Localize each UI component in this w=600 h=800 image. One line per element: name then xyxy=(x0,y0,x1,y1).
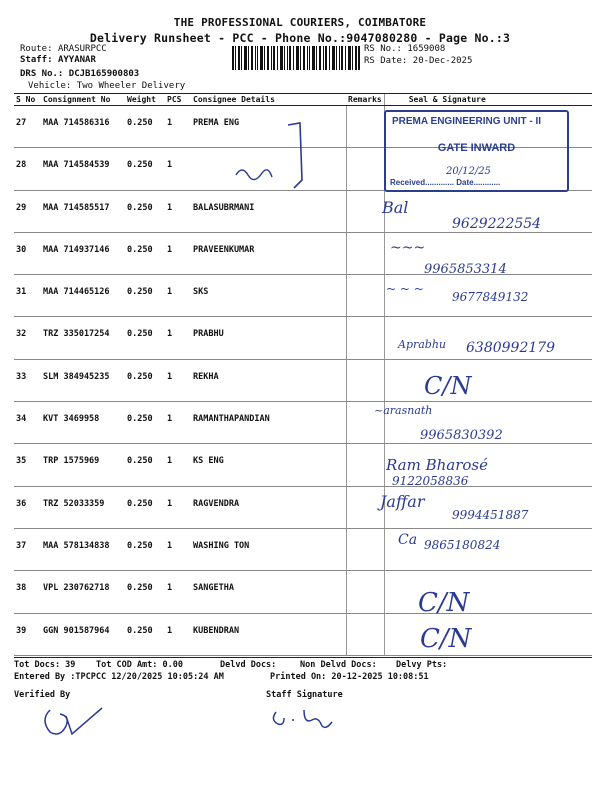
rs-date-line xyxy=(364,56,472,66)
row-consignee: REKHA xyxy=(191,359,346,401)
row-weight: 0.250 xyxy=(125,613,165,655)
col-consignee: Consignee Details xyxy=(191,94,346,106)
row-signature-cell xyxy=(384,613,592,655)
row-sno: 39 xyxy=(14,613,41,655)
col-remarks: Remarks xyxy=(346,94,384,106)
drs-value: DCJB165900803 xyxy=(68,69,140,79)
row-consignee: SKS xyxy=(191,275,346,317)
row-remarks xyxy=(346,148,384,190)
route-label: Route: xyxy=(20,44,53,54)
rs-no-label: RS No.: xyxy=(364,44,402,54)
row-sno: 31 xyxy=(14,275,41,317)
row-remarks xyxy=(346,528,384,570)
row-remarks xyxy=(346,106,384,148)
row-remarks xyxy=(346,571,384,613)
row-weight: 0.250 xyxy=(125,317,165,359)
runsheet-subtitle: Delivery Runsheet - PCC - Phone No.:9047080280 - Page No.:3 xyxy=(89,31,511,45)
staff-line xyxy=(20,55,96,65)
table-row xyxy=(14,528,592,570)
row-sno: 34 xyxy=(14,402,41,444)
row-signature-cell xyxy=(384,359,592,401)
barcode xyxy=(232,46,360,70)
row-consignee: PRABHU xyxy=(191,317,346,359)
row31-signature: ~ ~ ~ xyxy=(386,282,424,296)
row-pcs: 1 xyxy=(165,317,191,359)
vehicle-line xyxy=(28,81,185,91)
row-remarks xyxy=(346,232,384,274)
row-consignment-no: TRP 1575969 xyxy=(41,444,125,486)
row-sno: 38 xyxy=(14,571,41,613)
row-consignee: SANGETHA xyxy=(191,571,346,613)
row-weight: 0.250 xyxy=(125,148,165,190)
staff-signature-mark xyxy=(268,702,358,732)
footer-divider xyxy=(14,657,592,658)
row29-phone: 9629222554 xyxy=(452,216,542,232)
row-weight: 0.250 xyxy=(125,528,165,570)
route-line xyxy=(20,44,107,54)
row36-phone: 9994451887 xyxy=(452,508,529,522)
row35-name: Ram Bharosé xyxy=(386,456,488,474)
row-pcs: 1 xyxy=(165,486,191,528)
rs-date-label: RS Date: xyxy=(364,56,408,66)
vehicle-label: Vehicle: xyxy=(28,81,72,91)
row-pcs: 1 xyxy=(165,571,191,613)
row-weight: 0.250 xyxy=(125,190,165,232)
row39-cn: C/N xyxy=(420,624,472,654)
stamp-received: Received............. Date............ xyxy=(390,178,501,187)
table-header-row xyxy=(14,94,592,106)
table-row xyxy=(14,613,592,655)
row-remarks xyxy=(346,190,384,232)
col-signature: Seal & Signature xyxy=(384,94,592,106)
row-consignment-no: TRZ 52033359 xyxy=(41,486,125,528)
row-signature-cell xyxy=(384,571,592,613)
row-consignment-no: SLM 384945235 xyxy=(41,359,125,401)
col-pcs: PCS xyxy=(165,94,191,106)
table-row xyxy=(14,444,592,486)
row-weight: 0.250 xyxy=(125,106,165,148)
row-consignment-no: MAA 714585517 xyxy=(41,190,125,232)
row34-phone: 9965830392 xyxy=(420,428,503,443)
rs-no-line xyxy=(364,44,445,54)
gate-inward-stamp xyxy=(384,110,569,192)
row-weight: 0.250 xyxy=(125,402,165,444)
row-weight: 0.250 xyxy=(125,486,165,528)
staff-value: AYYANAR xyxy=(57,55,96,65)
row-pcs: 1 xyxy=(165,402,191,444)
row-consignment-no: MAA 714584539 xyxy=(41,148,125,190)
row-pcs: 1 xyxy=(165,359,191,401)
table-row xyxy=(14,402,592,444)
row-pcs: 1 xyxy=(165,444,191,486)
row-sno: 32 xyxy=(14,317,41,359)
row-remarks xyxy=(346,613,384,655)
stamp-gate-inward: GATE INWARD xyxy=(437,142,516,154)
row-consignment-no: MAA 714465126 xyxy=(41,275,125,317)
row-remarks xyxy=(346,486,384,528)
row31-phone: 9677849132 xyxy=(452,290,529,304)
row-consignee: RAMANTHAPANDIAN xyxy=(191,402,346,444)
row-consignment-no: KVT 3469958 xyxy=(41,402,125,444)
row-pcs: 1 xyxy=(165,613,191,655)
drs-line xyxy=(20,69,139,79)
row33-cn: C/N xyxy=(424,372,472,400)
row32-signature: Aprabhu xyxy=(398,338,447,351)
row-consignee: RAGVENDRA xyxy=(191,486,346,528)
staff-signature-label: Staff Signature xyxy=(266,690,343,700)
delivered-docs: Delvd Docs: xyxy=(220,660,277,670)
row-weight: 0.250 xyxy=(125,275,165,317)
col-consignment: Consignment No xyxy=(41,94,125,106)
row-pcs: 1 xyxy=(165,528,191,570)
row-consignee: KS ENG xyxy=(191,444,346,486)
row-weight: 0.250 xyxy=(125,359,165,401)
non-delivered-docs: Non Delvd Docs: xyxy=(300,660,377,670)
row28-signature-scribble xyxy=(228,120,318,195)
row-consignment-no: MAA 578134838 xyxy=(41,528,125,570)
row30-phone: 9965853314 xyxy=(424,262,507,277)
row38-cn: C/N xyxy=(418,588,470,618)
row35-phone: 9122058836 xyxy=(392,474,469,488)
delivery-points: Delvy Pts: xyxy=(396,660,448,670)
handwritten-date: 20/12/25 xyxy=(446,166,491,177)
row-sno: 27 xyxy=(14,106,41,148)
row-weight: 0.250 xyxy=(125,232,165,274)
row34-signature: ~arasnath xyxy=(374,404,433,417)
row-sno: 35 xyxy=(14,444,41,486)
row-consignment-no: GGN 901587964 xyxy=(41,613,125,655)
row-remarks xyxy=(346,317,384,359)
row-pcs: 1 xyxy=(165,106,191,148)
row-sno: 30 xyxy=(14,232,41,274)
row-remarks xyxy=(346,275,384,317)
total-cod: Tot COD Amt: 0.00 xyxy=(96,660,183,670)
verified-by-label: Verified By xyxy=(14,690,71,700)
printed-on: Printed On: 20-12-2025 10:08:51 xyxy=(270,672,429,682)
drs-label: DRS No.: xyxy=(20,69,64,79)
row-remarks xyxy=(346,444,384,486)
row-pcs: 1 xyxy=(165,232,191,274)
row-weight: 0.250 xyxy=(125,444,165,486)
verified-by-signature xyxy=(36,702,116,742)
row-weight: 0.250 xyxy=(125,571,165,613)
row-consignment-no: TRZ 335017254 xyxy=(41,317,125,359)
row-sno: 28 xyxy=(14,148,41,190)
col-sno: S No xyxy=(14,94,41,106)
row-consignment-no: MAA 714937146 xyxy=(41,232,125,274)
company-title: THE PROFESSIONAL COURIERS, COIMBATORE xyxy=(173,16,427,29)
row37-signature: Ca xyxy=(398,532,418,548)
row-pcs: 1 xyxy=(165,275,191,317)
rs-no-value: 1659008 xyxy=(407,44,446,54)
row-consignee: KUBENDRAN xyxy=(191,613,346,655)
row-sno: 29 xyxy=(14,190,41,232)
row-sno: 33 xyxy=(14,359,41,401)
col-weight: Weight xyxy=(125,94,165,106)
table-row xyxy=(14,571,592,613)
total-docs: Tot Docs: 39 xyxy=(14,660,76,670)
row-sno: 36 xyxy=(14,486,41,528)
row29-signature: Bal xyxy=(382,198,409,217)
row30-signature: ~~~ xyxy=(390,240,426,256)
row-pcs: 1 xyxy=(165,190,191,232)
row-consignee: WASHING TON xyxy=(191,528,346,570)
entered-by: Entered By :TPCPCC 12/20/2025 10:05:24 AM xyxy=(14,672,224,682)
stamp-company: PREMA ENGINEERING UNIT - II xyxy=(392,116,542,127)
row-pcs: 1 xyxy=(165,148,191,190)
route-value: ARASURPCC xyxy=(57,44,107,54)
staff-label: Staff: xyxy=(20,55,53,65)
row-consignee: PREMA ENG xyxy=(191,106,346,148)
row37-phone: 9865180824 xyxy=(424,538,501,552)
table-row xyxy=(14,359,592,401)
row-consignee: BALASUBRMANI xyxy=(191,190,346,232)
row32-phone: 6380992179 xyxy=(466,340,556,356)
row-remarks xyxy=(346,359,384,401)
row-consignment-no: VPL 230762718 xyxy=(41,571,125,613)
row-consignment-no: MAA 714586316 xyxy=(41,106,125,148)
row-consignee: PRAVEENKUMAR xyxy=(191,232,346,274)
rs-date-value: 20-Dec-2025 xyxy=(412,56,473,66)
vehicle-value: Two Wheeler Delivery xyxy=(76,81,186,91)
row36-signature: Jaffar xyxy=(380,492,425,511)
row-sno: 37 xyxy=(14,528,41,570)
